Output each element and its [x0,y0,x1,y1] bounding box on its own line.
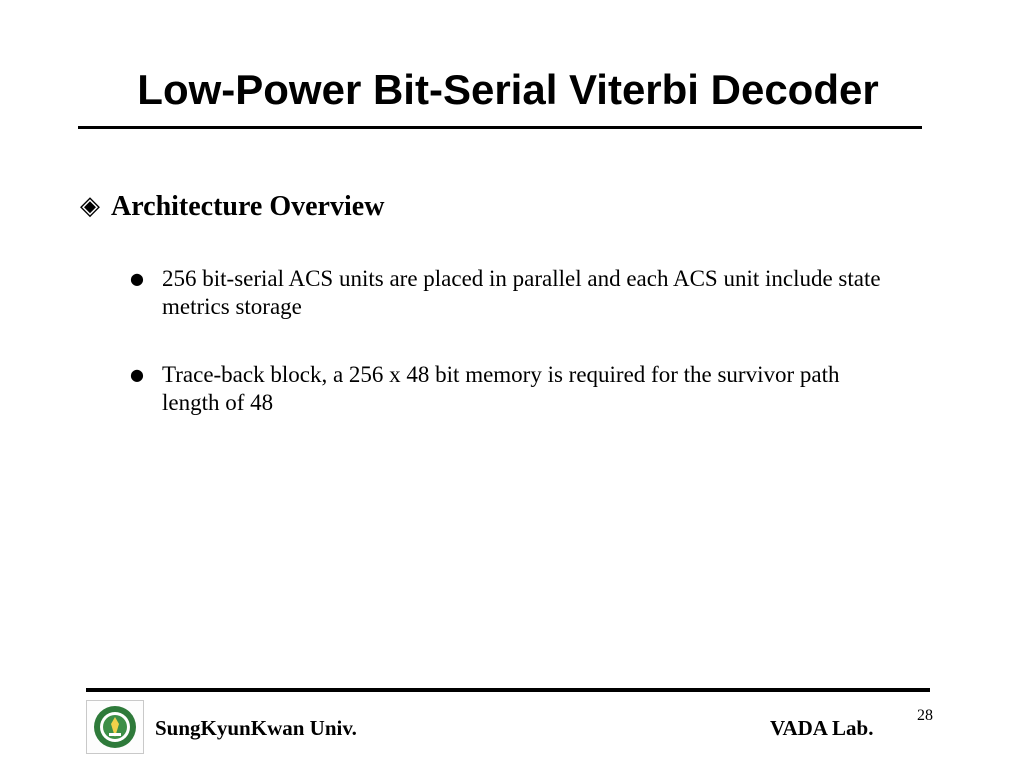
bullet-text: Trace-back block, a 256 x 48 bit memory is required for the survivor path length of 48 [162,362,840,415]
bullet-item [130,265,890,321]
diamond-bullet-icon: ◈ [80,191,100,221]
section-heading [80,186,384,227]
footer-university: SungKyunKwan Univ. [155,716,357,740]
bullet-text: 256 bit-serial ACS units are placed in parallel and each ACS unit include state metrics storage [162,266,881,319]
bullet-item [130,361,890,417]
title-divider [78,126,922,129]
section-heading-text: Architecture Overview [111,191,385,222]
bullet-dot-icon: ● [130,365,144,384]
slide-title: Low-Power Bit-Serial Viterbi Decoder [137,66,879,113]
university-seal-icon [86,700,144,754]
bullet-dot-icon: ● [130,269,144,288]
footer-lab: VADA Lab. [770,716,874,740]
page-number: 28 [917,707,933,724]
footer-divider [86,688,930,692]
